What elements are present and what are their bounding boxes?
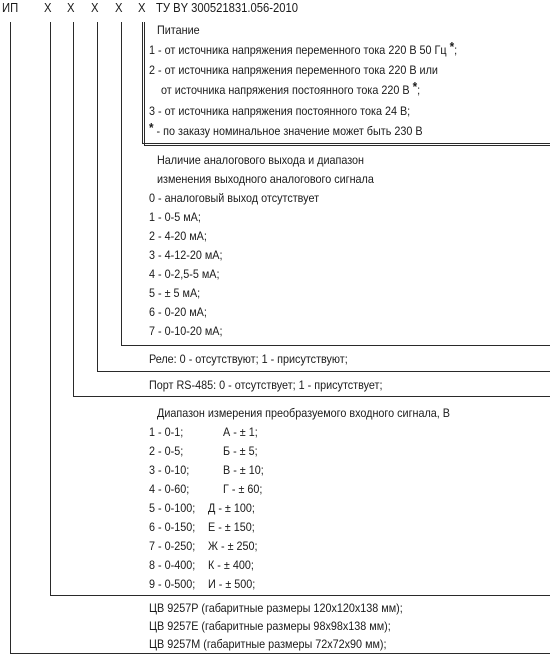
spec-label: ТУ BY 300521831.056-2010	[156, 1, 299, 15]
position-4-label: Х	[67, 1, 75, 15]
power-option-2: 2 - от источника напряжения переменного тока 220 В или	[149, 63, 438, 77]
range-row-2-unipolar: 2 - 0-5;	[149, 444, 184, 458]
range-row-6-bipolar: Е - ± 150;	[208, 520, 255, 534]
position-2-label: Х	[115, 1, 123, 15]
range-row-8-bipolar: К - ± 400;	[208, 558, 254, 572]
relay-options: Реле: 0 - отсутствуют; 1 - присутствуют;	[149, 352, 348, 366]
range-row-9-unipolar: 9 - 0-500;	[149, 577, 196, 591]
analog-output-title-1: Наличие аналогового выхода и диапазон	[157, 153, 365, 167]
analog-option-3: 3 - 4-12-20 мА;	[149, 248, 223, 262]
analog-option-4: 4 - 0-2,5-5 мА;	[149, 267, 220, 281]
input-range-title: Диапазон измерения преобразуемого входного сигнала, В	[157, 406, 450, 420]
analog-option-0: 0 - аналоговый выход отсутствует	[149, 191, 320, 205]
prefix-label: ИП	[2, 1, 19, 15]
rs485-options: Порт RS-485: 0 - отсутствует; 1 - присутствует;	[149, 378, 383, 392]
model-9257e: ЦВ 9257Е (габаритные размеры 98х98х138 мм);	[149, 619, 391, 633]
range-row-3-bipolar: В - ± 10;	[223, 463, 264, 477]
analog-option-2: 2 - 4-20 мА;	[149, 229, 207, 243]
range-row-7-unipolar: 7 - 0-250;	[149, 539, 196, 553]
range-row-5-unipolar: 5 - 0-100;	[149, 501, 196, 515]
power-option-1: 1 - от источника напряжения переменного тока 220 В 50 Гц *;	[149, 39, 458, 57]
range-row-4-unipolar: 4 - 0-60;	[149, 482, 190, 496]
range-row-9-bipolar: И - ± 500;	[208, 577, 256, 591]
analog-option-7: 7 - 0-10-20 мА;	[149, 324, 223, 338]
power-note: * - по заказу номинальное значение может быть 230 В	[149, 120, 423, 138]
range-row-1-unipolar: 1 - 0-1;	[149, 425, 184, 439]
power-option-2-cont: от источника напряжения постоянного тока 220 В *;	[161, 79, 421, 97]
analog-output-title-2: изменения выходного аналогового сигнала	[157, 172, 374, 186]
range-row-4-bipolar: Г - ± 60;	[223, 482, 263, 496]
power-title: Питание	[157, 23, 200, 37]
range-row-1-bipolar: А - ± 1;	[223, 425, 258, 439]
range-row-3-unipolar: 3 - 0-10;	[149, 463, 190, 477]
range-row-5-bipolar: Д - ± 100;	[208, 501, 255, 515]
analog-option-1: 1 - 0-5 мА;	[149, 210, 201, 224]
analog-option-6: 6 - 0-20 мА;	[149, 305, 207, 319]
model-9257m: ЦВ 9257М (габаритные размеры 72х72х90 мм);	[149, 637, 387, 651]
range-row-8-unipolar: 8 - 0-400;	[149, 558, 196, 572]
power-option-3: 3 - от источника напряжения постоянного тока 24 В;	[149, 104, 411, 118]
model-9257p: ЦВ 9257Р (габаритные размеры 120х120х138 мм);	[149, 601, 403, 615]
range-row-6-unipolar: 6 - 0-150;	[149, 520, 196, 534]
analog-option-5: 5 - ± 5 мА;	[149, 286, 201, 300]
range-row-2-bipolar: Б - ± 5;	[223, 444, 258, 458]
position-5-label: Х	[44, 1, 52, 15]
position-1-label: Х	[138, 1, 146, 15]
range-row-7-bipolar: Ж - ± 250;	[208, 539, 258, 553]
position-3-label: Х	[91, 1, 99, 15]
